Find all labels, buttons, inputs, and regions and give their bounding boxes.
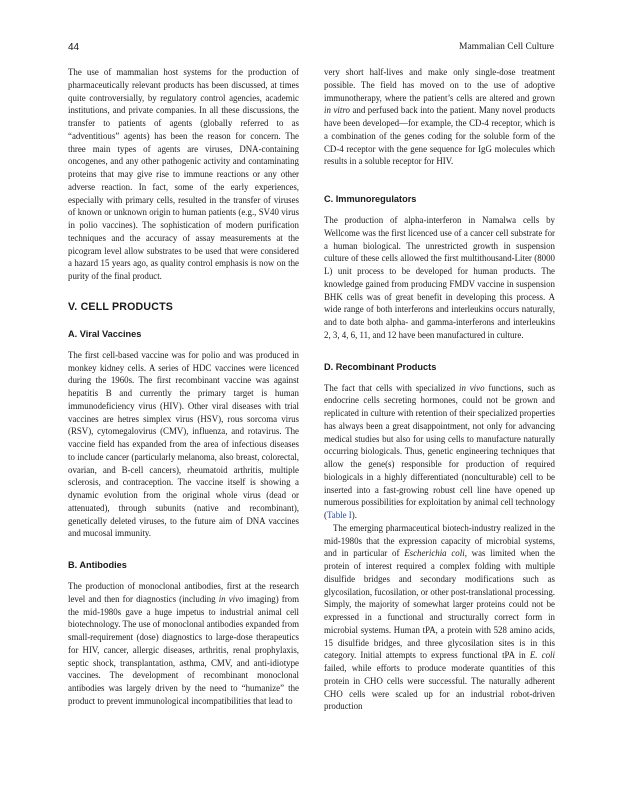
intro-paragraph: The use of mammalian host systems for the production of pharmaceutically relevant products has been discussed, at times quite controversially, by regulatory control agencies, academic institutions, and private companies. In all these discussions, the transfer to patients of agents (globally referred to as “adventitious” agents) has been the reason for concern. The three main types of agents are viruses, DNA-containing oncogenes, and any other pathogenic activity and contaminating proteins that may give rise to immune reactions or any other adverse reaction. In fact, some of the early experiences, especially with primary cells, resulted in the transfer of viruses of known or unknown origin to human patients (e.g., SV40 virus in polio vaccines). The sophistication of modern purification techniques and the accuracy of assay measurements at the picogram level allow substrates to be used that were considered a hazard 15 years ago, as quality control emphasis is now on the purity of the final product. bbox=[68, 67, 299, 281]
table-reference-link[interactable]: Table I bbox=[326, 510, 352, 520]
left-column bbox=[68, 66, 299, 708]
page-number: 44 bbox=[68, 42, 80, 53]
running-head: Mammalian Cell Culture bbox=[459, 42, 554, 52]
continued-paragraph: very short half-lives and make only single-dose treatment possible. The field has moved on to the use of adoptive immunotherapy, where the patient’s cells are altered and grown in vitro and perfused back into the patient. Many novel products have been developed—for example, the CD-4 receptor, which is a combination of the genes coding for the soluble form of the CD-4 receptor with the gene sequence for IgG molecules which results in a soluble receptor for HIV. bbox=[324, 67, 555, 167]
immunoregulators-paragraph: The production of alpha-interferon in Namalwa cells by Wellcome was the first licenced use of a cancer cell substrate for a human biological. The unrestricted growth in suspension culture of these cells allowed the first multithousand-Liter (8000 L) unit process to be developed for human products. The knowledge gained from producing FMDV vaccine in suspension BHK cells was of great benefit in developing this process. A wide range of both interferons and interleukins occurs naturally, and to date both alpha- and gamma-interferons and interleukins 2, 3, 4, 6, 11, and 12 have been manufactured in culture. bbox=[324, 215, 555, 340]
subsection-heading-recombinant-products: D. Recombinant Products bbox=[324, 361, 437, 372]
subsection-heading-immunoregulators: C. Immunoregulators bbox=[324, 194, 417, 204]
antibodies-paragraph: The production of monoclonal antibodies, first at the research level and then for diagnostics (including in vivo imaging) from the mid-1980s gave a huge impetus to industrial animal cell biotechnology. The use of monoclonal antibodies expanded from small-requirement (dose) diagnostics to large-dose therapeutics for HIV, cancer, allergic diseases, arthritis, renal prophylaxis, septic shock, transplantation, asthma, CMV, and anti-idiotype vaccines. The development of recombinant monoclonal antibodies was largely driven by the need to “humanize” the product to prevent immunological incompatibilities that lead to bbox=[68, 581, 300, 706]
right-column bbox=[324, 66, 555, 713]
recombinant-paragraph-1: The fact that cells with specialized in vivo functions, such as endocrine cells secreting hormones, could not be grown and replicated in culture with retention of their specialized properties has always been a great disappointment, not only for advancing medical studies but also for using cells to manufacture naturally occurring biologicals. Thus, genetic engineering techniques that allow the gene(s) responsible for production of required biologicals in a highly differentiated (nonculturable) cell to be inserted into a fast-growing robust cell line have opened up numerous possibilities for exploitation by animal cell technology (Table I). bbox=[324, 382, 555, 520]
subsection-heading-antibodies: B. Antibodies bbox=[68, 560, 127, 570]
viral-vaccines-paragraph: The first cell-based vaccine was for polio and was produced in monkey kidney cells. A series of HDC vaccines were licenced during the 1960s. The first recombinant vaccine was against hepatitis B and currently the primary target is human immunodeficiency virus (HIV). Other viral diseases with trial vaccines are hetres simplex virus (HSV), rous sorcoma virus (RSV), cytomegalovirus (CMV), influenza, and rotavirus. The vaccine field has expanded from the area of infectious diseases to include cancer (particularly melanoma, also breast, colorectal, ovarian, and B-cell cancers), rheumatoid arthritis, multiple sclerosis, and contraception. The vaccine itself is showing a dynamic evolution from the original whole virus (dead or attenuated), through subunits (native and recombinant), genetically deleted viruses, to the future aim of DNA vaccines and mucosal immunity. bbox=[68, 349, 299, 539]
section-heading-cell-products: V. CELL PRODUCTS bbox=[68, 300, 174, 313]
subsection-heading-viral-vaccines: A. Viral Vaccines bbox=[68, 328, 142, 339]
recombinant-paragraph-2: The emerging pharmaceutical biotech-industry realized in the mid-1980s that the expression capacity of microbial systems, and in particular of Escherichia coli, was limited when the protein of interest required a complex folding with multiple disulfide bridges and secondary modifications such as glycosilation, fucosilation, or other post-translational processing. Simply, the majority of somewhat larger proteins could not be expressed in a functional and structurally correct form in microbial systems. Human tPA, a protein with 528 amino acids, 15 disulfide bridges, and three glycosilation sites is in this category. Initial attempts to express functional tPA in E. coli failed, while efforts to produce moderate quantities of this protein in CHO cells were successful. The naturally adherent CHO cells were scaled up for an industrial robot-driven production bbox=[324, 522, 556, 712]
